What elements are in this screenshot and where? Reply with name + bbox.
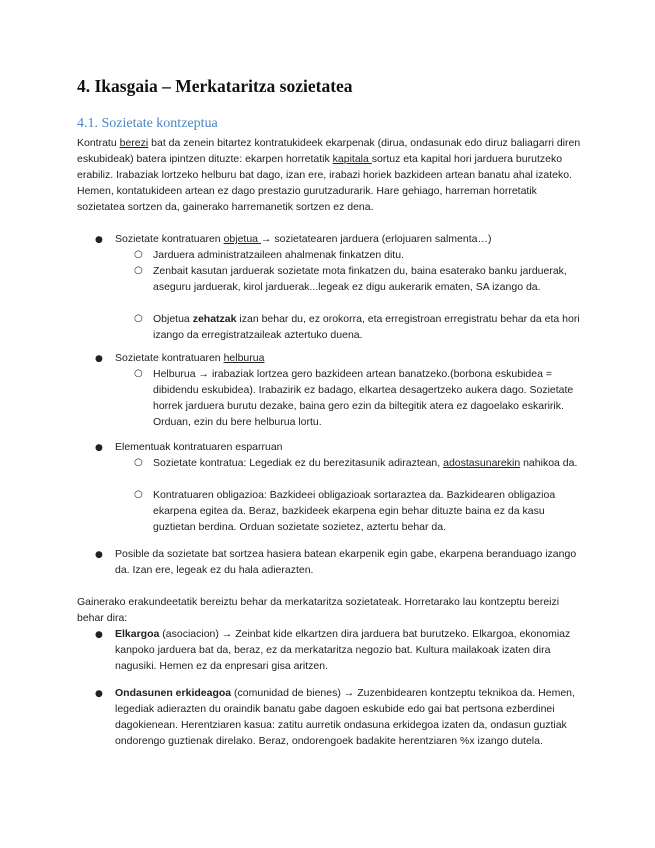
sub-item: Sozietate kontratua: Legediak ez du berezitasunik adiraztean, adostasunarekin nahikoa da. (153, 457, 578, 469)
bullet-dot: ● (95, 235, 103, 245)
bold-term: Elkargoa (115, 628, 160, 640)
underlined-term-kapitala: kapitala (332, 153, 372, 165)
underlined-term-objetua: objetua (223, 233, 261, 245)
list-item-ondasunen-erkideagoa: Ondasunen erkideagoa (comunidad de bienes) → Zuzenbidearen kontzeptu teknikoa da. Hemen, legediak adierazten du oraindik banatu gabe dagoen eskubide edo gai bat pertsona ezberdinei dagokienean. Herentziaren kasua: zatitu aurretik ondasuna erkidegoa izaten da, ondasun guztiak ondorengo guztienak direlako. Beraz, ondorengoek badakite herentziaren %x izango dutela. (115, 687, 575, 747)
list-item-helburua: Sozietate kontratuaren helburua (115, 352, 265, 364)
paragraph: Gainerako erakundeetatik bereiztu behar da merkataritza sozietateak. Horretarako lau kontzeptu bereizi behar dira: (77, 596, 560, 624)
sub-bullet-circle: ○ (134, 489, 143, 500)
sub-item: Objetua zehatzak izan behar du, ez orokorra, eta erregistroan erregistratu behar da eta hori izango da erregistratzaileak aztertuko duena. (153, 313, 580, 341)
underlined-term-adostasunarekin: adostasunarekin (443, 457, 521, 469)
sub-item: Jarduera administratzaileen ahalmenak finkatzen ditu. (153, 249, 404, 261)
page-title: 4. Ikasgaia – Merkataritza sozietatea (77, 76, 353, 96)
section-heading: 4.1. Sozietate kontzeptua (77, 116, 218, 131)
bold-term-zehatzak: zehatzak (192, 313, 240, 325)
sub-bullet-circle: ○ (134, 249, 143, 260)
underlined-term-helburua: helburua (223, 352, 265, 364)
bullet-dot: ● (95, 354, 103, 364)
bullet-dot: ● (95, 443, 103, 453)
list-item-objetua: Sozietate kontratuaren objetua → sozietatearen jarduera (erlojuaren salmenta…) (115, 233, 492, 245)
list-item-elementuak: Elementuak kontratuaren esparruan (115, 441, 283, 453)
underlined-term-berezi: berezi (119, 137, 149, 149)
sub-bullet-circle: ○ (134, 313, 143, 324)
bullet-dot: ● (95, 630, 103, 640)
sub-bullet-circle: ○ (134, 265, 143, 276)
bold-term: Ondasunen erkideagoa (115, 687, 232, 699)
sub-bullet-circle: ○ (134, 368, 143, 379)
bullet-dot: ● (95, 550, 103, 560)
sub-bullet-circle: ○ (134, 457, 143, 468)
sub-item: Kontratuaren obligazioa: Bazkideei obligazioak sortaraztea da. Bazkidearen obligazioa ekarpena egitea da. Beraz, bazkideek ekarpena egin behar dituzte baina ez da kasu guztietan berdina. Orduan sozietate sozietez, aztertu behar da. (153, 489, 556, 533)
intro-paragraph: Kontratu berezi bat da zenein bitartez kontratukideek ekarpenak (dirua, ondasunak edo diruz baliagarri diren eskubideak) batera ipintzen dituzte: ekarpen horretatik kapitala sortuz eta kapital hori jarduera burutzeko erabiliz. Irabaziak lortzeko helburu bat dago, izan ere, irabazi horiek bazkideen artean banatu ahal izateko. Hemen, kontatukideen artean ez dago prestazio gurutzadurarik. Hare gehiago, harreman horretatik sozietatea sortzen da, gainerako harremanetik sortzen ez dena. (77, 137, 581, 213)
list-item: Posible da sozietate bat sortzea hasiera batean ekarpenik egin gabe, ekarpena beranduago izango da. Izan ere, legeak ez du hala adierazten. (115, 548, 577, 576)
bullet-dot: ● (95, 689, 103, 699)
sub-item: Helburua → irabaziak lortzea gero bazkideen artean banatzeko.(borbona eskubidea = dibidendu eskubidea). Irabazirik ez badago, elkartea desagertzeko aukera dago. Sozietate horrek jarduera burutu dezake, baina gero ezin da biltegitik atera ez dagoelako eskaririk. Orduan, ezin du bere helburua lortu. (153, 368, 574, 428)
list-item-elkargoa: Elkargoa (asociacion) → Zeinbat kide elkartzen dira jarduera bat burutzeko. Elkargoa, ekonomiaz kanpoko jarduera bat da, beraz, ez da merkataritza negozio bat. Kultura mailakoak izaten dira nagusiki. Hemen ez da enpresari gisa aritzen. (115, 628, 571, 672)
sub-item: Zenbait kasutan jarduerak sozietate mota finkatzen du, baina esaterako banku jarduerak, aseguru jarduerak, kirol jarduerak...legeak ez digu aukerarik ematen, SA izango da. (153, 265, 567, 293)
